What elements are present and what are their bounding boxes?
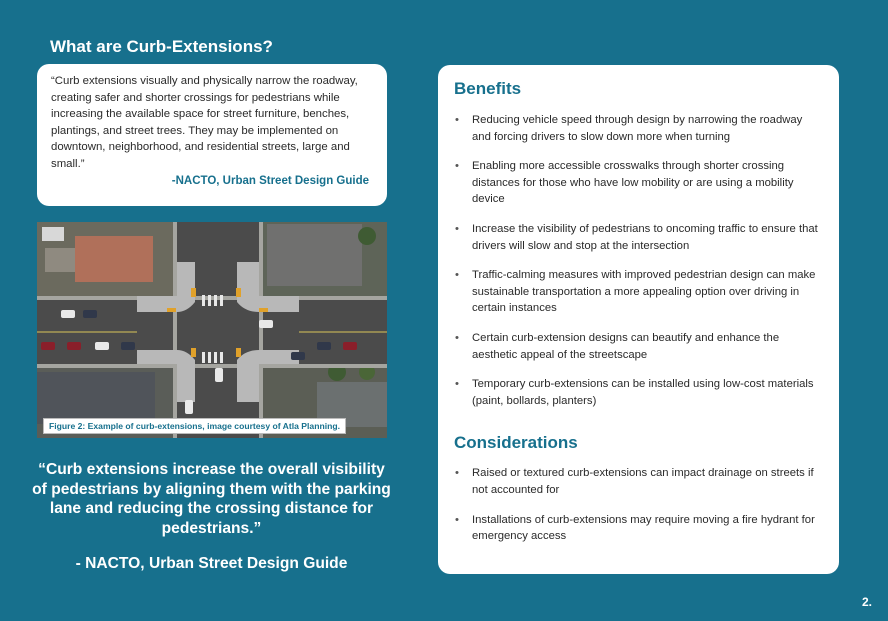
figure-caption: Figure 2: Example of curb-extensions, image courtesy of Atla Planning. [43, 418, 346, 434]
consideration-item: • Installations of curb-extensions may require moving a fire hydrant for emergency access [454, 512, 823, 545]
aerial-intersection-figure [37, 222, 387, 438]
highlight-quote: “Curb extensions increase the overall visibility of pedestrians by aligning them with the parking lane and reducing the crossing distance for pedestrians.” [32, 461, 391, 537]
quote-card [37, 64, 387, 206]
aerial-intersection-image [37, 222, 387, 438]
benefit-item: • Enabling more accessible crosswalks through shorter crossing distances for those who have low mobility or are using a mobility device [454, 158, 823, 208]
benefits-considerations-card [438, 65, 839, 574]
benefit-item: • Temporary curb-extensions can be installed using low-cost materials (paint, bollards, planters) [454, 376, 823, 409]
considerations-list [454, 465, 823, 544]
benefits-list [454, 112, 823, 409]
benefit-item: • Certain curb-extension designs can beautify and enhance the aesthetic appeal of the streetscape [454, 330, 823, 363]
section-title: What are Curb-Extensions? [50, 37, 273, 56]
quote-attribution: -NACTO, Urban Street Design Guide [171, 174, 369, 187]
benefit-item: • Traffic-calming measures with improved pedestrian design can make sustainable transportation a more appealing option over driving in certain instances [454, 267, 823, 317]
quote-text: “Curb extensions visually and physically narrow the roadway, creating safer and shorter crossings for pedestrians while increasing the available space for street furniture, benches, plantings, and street trees. They may be implemented on downtown, neighborhood, and residential streets, large and small.” [51, 75, 358, 170]
page-number: 2. [861, 595, 872, 609]
benefit-item: • Increase the visibility of pedestrians to oncoming traffic to ensure that drivers will slow and stop at the intersection [454, 221, 823, 254]
benefits-heading: Benefits [454, 79, 522, 98]
highlight-quote-attribution: - NACTO, Urban Street Design Guide [75, 555, 348, 572]
benefit-item: • Reducing vehicle speed through design by narrowing the roadway and forcing drivers to slow down more when turning [454, 112, 823, 145]
consideration-item: • Raised or textured curb-extensions can impact drainage on streets if not accounted for [454, 465, 823, 498]
considerations-heading: Considerations [454, 433, 578, 453]
